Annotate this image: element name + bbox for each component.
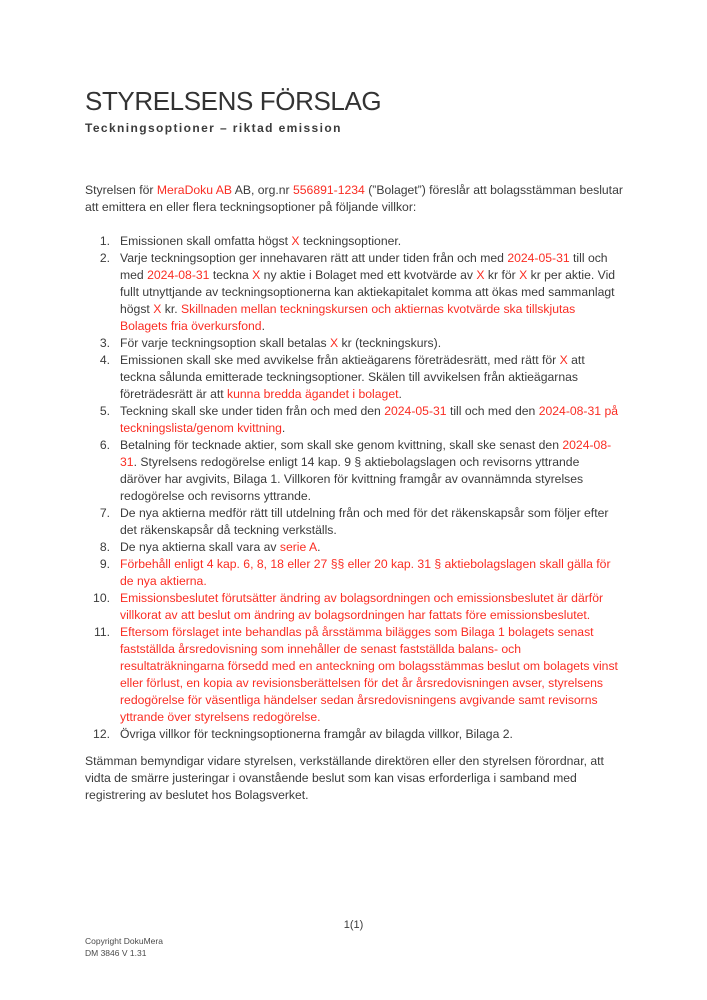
- list-item-number: 3.: [99, 336, 110, 350]
- body-text: ny aktie i Bolaget med ett kvotvärde av: [260, 268, 477, 282]
- body-text: Övriga villkor för teckningsoptionerna framgår av bilagda villkor, Bilaga 2.: [120, 727, 513, 741]
- body-text: kr per aktie. Vid fullt utnyttjande av teckningsoptionerna kan aktiekapitalet komma att ökas med sammanlagt högst: [120, 268, 616, 316]
- body-text: De nya aktierna skall vara av: [120, 540, 280, 554]
- list-item-number: 12.: [93, 727, 110, 741]
- list-item-text: [120, 726, 623, 743]
- closing-paragraph: [85, 753, 623, 804]
- field-value-text: serie A: [279, 540, 318, 554]
- field-value-text: X: [252, 268, 261, 282]
- field-value-text: 2024-08-31: [120, 438, 612, 469]
- list-item-text: [120, 233, 623, 250]
- body-text: Stämman bemyndigar vidare styrelsen, verkställande direktören eller den styrelsen förordnar, att vidta de smärre justeringar i ovanstående beslut som kan visas erforderliga i samband med registrering av beslutet hos Bolagsverket.: [85, 754, 604, 802]
- field-value-text: Eftersom förslaget inte behandlas på årsstämma bilägges som Bilaga 1 bolagets senast fastställda årsredovisning som innehåller de senast fastställda balans- och resultaträkningarna försedd med en anteckning om bolagsstämmas beslut om bolagets vinst eller förlust, en kopia av revisionsberättelsen för det år årsredovisningen avser, styrelsens redogörelse för väsentliga händelser sedan årsredovisningens avgivande samt revisorns yttrande över styrelsens redogörelse.: [120, 625, 618, 724]
- list-item-number: 2.: [99, 251, 110, 265]
- field-value-text: Förbehåll enligt 4 kap. 6, 8, 18 eller 27 §§ eller 20 kap. 31 § aktiebolagslagen skall gälla för de nya aktierna.: [120, 557, 611, 588]
- list-item-number: 5.: [99, 404, 110, 418]
- field-value-text: 2024-05-31: [507, 251, 570, 265]
- field-value-text: 2024-05-31: [384, 404, 447, 418]
- body-text: till och med den: [446, 404, 539, 418]
- field-value-text: 556891-1234: [292, 183, 365, 197]
- list-item: [85, 250, 623, 335]
- list-item-text: [120, 437, 623, 505]
- body-text: . Styrelsens redogörelse enligt 14 kap. 9 § aktiebolagslagen och revisorns yttrande däröver har avgivits, Bilaga 1. Villkoren för kvittning framgår av ovannämnda styrelses redogörelse och revisorns yttrande.: [120, 455, 584, 503]
- body-text: Teckning skall ske under tiden från och med den: [120, 404, 385, 418]
- footer-doc-id: DM 3846 V 1.31: [85, 947, 147, 958]
- field-value-text: X: [291, 234, 300, 248]
- body-text: Betalning för tecknade aktier, som skall ske genom kvittning, skall ske senast den: [120, 438, 563, 452]
- field-value-text: 2024-08-31: [147, 268, 210, 282]
- body-text: kr.: [161, 302, 181, 316]
- field-value-text: MeraDoku AB: [156, 183, 233, 197]
- list-item-text: [120, 590, 623, 624]
- page-number: 1(1): [343, 919, 364, 931]
- list-item-text: [120, 539, 623, 556]
- body-text: att teckna sålunda emitterade teckningsoptioner. Skälen till avvikelsen från aktieägarnas företrädesrätt är att: [120, 353, 585, 401]
- field-value-text: X: [153, 302, 162, 316]
- page-subtitle: Teckningsoptioner – riktad emission: [85, 121, 342, 135]
- field-value-text: X: [519, 268, 528, 282]
- list-item-text: [120, 352, 623, 403]
- list-item: [85, 539, 623, 556]
- body-text: teckningsoptioner.: [299, 234, 402, 248]
- list-item-number: 8.: [99, 540, 110, 554]
- field-value-text: X: [559, 353, 568, 367]
- body-text: (”Bolaget”) föreslår att bolagsstämman beslutar att emittera en eller flera teckningsoptioner på följande villkor:: [85, 183, 623, 214]
- body-text: Varje teckningsoption ger innehavaren rätt att under tiden från och med: [120, 251, 508, 265]
- footer-copyright: Copyright DokuMera: [85, 936, 163, 946]
- body-text: .: [281, 421, 286, 435]
- page-title: STYRELSENS FÖRSLAG: [85, 86, 382, 116]
- list-item: [85, 403, 623, 437]
- body-text: Emissionen skall ske med avvikelse från aktieägarens företrädesrätt, med rätt för: [120, 353, 560, 367]
- list-item-text: [120, 556, 623, 590]
- field-value-text: kunna bredda ägandet i bolaget: [227, 387, 399, 401]
- terms-list: [85, 233, 623, 743]
- list-item-number: 7.: [99, 506, 110, 520]
- document-content: [85, 0, 623, 816]
- list-item: [85, 335, 623, 352]
- body-text: till och med: [120, 251, 608, 282]
- body-text: Emissionen skall omfatta högst: [120, 234, 292, 248]
- list-item-text: [120, 250, 623, 335]
- list-item-text: [120, 624, 623, 726]
- list-item: [85, 624, 623, 726]
- field-value-text: på teckningslista/genom kvittning: [120, 404, 618, 435]
- list-item: [85, 726, 623, 743]
- field-value-text: Skillnaden mellan teckningskursen och aktiernas kvotvärde ska tillskjutas Bolagets fria överkursfond: [120, 302, 576, 333]
- body-text: Styrelsen för: [85, 183, 157, 197]
- field-value-text: X: [476, 268, 485, 282]
- list-item-text: [120, 403, 623, 437]
- body-text: .: [398, 387, 402, 401]
- list-item: [85, 233, 623, 250]
- body-text: De nya aktierna medför rätt till utdelning från och med för det räkenskapsår som följer efter det räkenskapsår då teckning verkställs.: [120, 506, 609, 537]
- body-text: AB, org.nr: [232, 183, 293, 197]
- list-item: [85, 590, 623, 624]
- field-value-text: 2024-08-31: [538, 404, 602, 418]
- list-item-number: 11.: [93, 625, 110, 639]
- body-text: kr för: [484, 268, 520, 282]
- list-item-number: 9.: [99, 557, 110, 571]
- field-value-text: Emissionsbeslutet förutsätter ändring av bolagsordningen och emissionsbeslutet är därför villkorat av att beslut om ändring av bolagsordningen har fattats före emissionsbeslutet.: [120, 591, 604, 622]
- list-item-text: [120, 335, 623, 352]
- intro-paragraph: [85, 182, 623, 216]
- body-text: För varje teckningsoption skall betalas: [120, 336, 331, 350]
- list-item-number: 6.: [99, 438, 110, 452]
- body-text: teckna: [209, 268, 253, 282]
- body-text: kr (teckningskurs).: [338, 336, 442, 350]
- list-item-number: 4.: [99, 353, 110, 367]
- list-item: [85, 556, 623, 590]
- body-text: .: [261, 319, 265, 333]
- footer: [85, 936, 163, 959]
- list-item: [85, 505, 623, 539]
- list-item-number: 1.: [99, 234, 110, 248]
- list-item: [85, 352, 623, 403]
- list-item: [85, 437, 623, 505]
- list-item-number: 10.: [93, 591, 110, 605]
- body-text: .: [317, 540, 321, 554]
- field-value-text: X: [330, 336, 339, 350]
- list-item-text: [120, 505, 623, 539]
